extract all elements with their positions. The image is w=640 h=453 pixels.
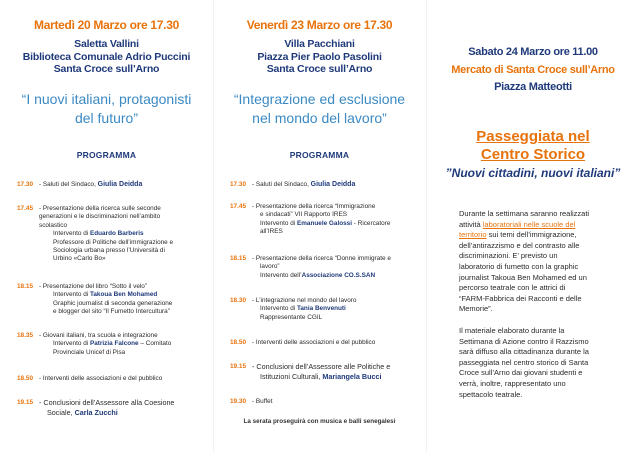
item-text: - Presentazione della ricerca sulle seconde xyxy=(39,205,161,212)
speaker-prefix: Intervento di xyxy=(260,219,296,227)
event-title-line: Passeggiata nel xyxy=(476,128,590,145)
speaker-name: Tania Benvenuti xyxy=(296,305,346,313)
speaker-role: Provinciale Unicef di Pisa xyxy=(53,348,126,356)
paragraph-line: Memorie”. xyxy=(459,304,493,314)
item-text: lavoro” xyxy=(260,263,280,271)
item-text: - Interventi delle associazioni e del pubblico xyxy=(39,375,163,382)
paragraph-line: verrà, inoltre, rappresentato uno xyxy=(459,378,566,388)
event-date: Martedì 20 Marzo ore 17.30 xyxy=(34,18,179,32)
event-venue-square: Piazza Matteotti xyxy=(494,81,572,93)
item-text: Sociale, xyxy=(47,408,73,417)
program-time: 18.50 xyxy=(17,375,33,382)
event-venue: Mercato di Santa Croce sull’Arno xyxy=(451,64,615,76)
event-venue xyxy=(213,38,426,76)
item-text: - Presentazione della ricerca “Immigrazione xyxy=(252,203,376,210)
speaker-suffix: - Ricercatore xyxy=(353,219,391,227)
program-time: 18.30 xyxy=(230,297,246,304)
item-text: - Buffet xyxy=(252,398,273,405)
speaker-name: Giulia Deidda xyxy=(97,181,143,188)
workshops-paragraph xyxy=(459,209,625,315)
program-title: PROGRAMMA xyxy=(76,150,137,160)
paragraph-line: laboratorio di fumetto con la graphic xyxy=(459,261,579,271)
event-theme-quote xyxy=(0,90,213,128)
speaker-prefix: Intervento di xyxy=(53,340,89,348)
speaker-name: Patrizia Falcone xyxy=(89,340,139,348)
item-text: - Presentazione della ricerca “Donne immigrate e xyxy=(252,255,391,262)
line-text: attività xyxy=(459,219,483,229)
item-text: scolastico xyxy=(39,221,68,229)
closing-note: La serata proseguirà con musica e balli senegalesi xyxy=(243,418,396,425)
paragraph-line xyxy=(459,230,625,241)
paragraph-line: Durante la settimana saranno realizzati xyxy=(459,209,590,218)
speaker-role: Graphic journalist di seconda generazione xyxy=(53,299,173,307)
program-time: 18.35 xyxy=(17,332,33,339)
program-time: 19.15 xyxy=(17,399,33,406)
speaker-name: Associazione CO.S.SAN xyxy=(301,271,376,279)
event-venue xyxy=(0,38,213,76)
item-text: - Presentazione del libro “Sotto il velo” xyxy=(39,283,147,290)
paragraph-line xyxy=(459,220,625,231)
speaker-role: Rappresentante CGIL xyxy=(260,313,323,321)
speaker-role: all’IRES xyxy=(260,228,283,236)
event-subtitle: ”Nuovi cittadini, nuovi italiani” xyxy=(445,166,621,180)
venue-line: Saletta Vallini xyxy=(74,38,139,50)
program-time: 18.15 xyxy=(17,283,33,290)
paragraph-line: discriminazioni. E’ previsto un xyxy=(459,251,558,261)
paragraph-line: spettacolo teatrale. xyxy=(459,389,523,399)
speaker-role: Urbino «Carlo Bo» xyxy=(53,255,106,263)
venue-line: Villa Pacchiani xyxy=(284,38,355,50)
program-time: 17.30 xyxy=(230,181,246,188)
event-date: Sabato 24 Marzo ore 11.00 xyxy=(468,46,598,58)
quote-line: “I nuovi italiani, protagonisti xyxy=(21,91,192,107)
program-time: 18.15 xyxy=(230,255,246,262)
program-time: 19.15 xyxy=(230,363,246,370)
material-paragraph xyxy=(459,326,625,400)
speaker-role: Professore di Politiche dell’immigrazione e xyxy=(53,238,174,246)
quote-line: “Integrazione ed esclusione xyxy=(233,91,406,107)
paragraph-line: Settimana di Azione contro il Razzismo xyxy=(459,336,589,346)
event-title-line: Centro Storico xyxy=(480,146,586,163)
event-title xyxy=(426,128,640,164)
speaker-role: Sociologia urbana presso l’Università di xyxy=(53,247,165,255)
program-time: 17.45 xyxy=(17,205,33,212)
highlight-text: laboratoriali nelle scuole del xyxy=(482,219,576,229)
paragraph-line: percorso teatrale con le attrici di xyxy=(459,283,566,293)
program-time: 19.30 xyxy=(230,398,246,405)
paragraph-line: Croce sull’Arno dai giovani studenti e xyxy=(459,368,583,378)
venue-line: Santa Croce sull’Arno xyxy=(53,63,160,75)
speaker-name: Carla Zucchi xyxy=(74,408,118,417)
paragraph-line: sarà diffuso alla cittadinanza durante la xyxy=(459,347,589,357)
item-text: - Saluti del Sindaco, xyxy=(39,181,96,188)
speaker-name: Takoua Ben Mohamed xyxy=(89,291,158,299)
speaker-suffix: – Comitato xyxy=(140,340,172,348)
speaker-role: e blogger del sito “Il Fumetto Intercultura” xyxy=(53,308,170,316)
program-title: PROGRAMMA xyxy=(289,150,350,160)
quote-line: nel mondo del lavoro” xyxy=(252,110,387,126)
item-text: - Saluti del Sindaco, xyxy=(252,181,309,188)
item-text: - Giovani italiani, tra scuola e integrazione xyxy=(39,332,158,339)
quote-line: del futuro” xyxy=(74,110,139,126)
speaker-prefix: Intervento di xyxy=(53,230,89,238)
venue-line: Piazza Pier Paolo Pasolini xyxy=(257,50,382,63)
paragraph-line: dell’antirazzismo e del contrasto alle xyxy=(459,240,580,250)
program-time: 18.50 xyxy=(230,339,246,346)
item-text: generazioni e le discriminazioni nell’ambito xyxy=(39,213,161,221)
program-time: 17.30 xyxy=(17,181,33,188)
speaker-prefix: Intervento dell’ xyxy=(260,271,302,279)
speaker-name: Eduardo Barberis xyxy=(89,230,144,238)
speaker-name: Giulia Deidda xyxy=(310,181,356,188)
program-time: 17.45 xyxy=(230,203,246,210)
highlight-text: territorio xyxy=(459,230,487,240)
speaker-name: Mariangela Bucci xyxy=(322,372,382,381)
item-text: - Interventi delle associazioni e del pubblico xyxy=(252,339,376,346)
item-text: e sindacati” VII Rapporto IRES xyxy=(260,211,348,219)
speaker-name: Emanuele Galossi xyxy=(296,219,353,227)
line-text: sui temi dell’immigrazione, xyxy=(486,230,577,240)
event-date: Venerdì 23 Marzo ore 17.30 xyxy=(246,18,393,32)
paragraph-line: passeggiata nel centro storico di Santa xyxy=(459,357,589,367)
paragraph-line: “FARM-Fabbrica dei Racconti e delle xyxy=(459,293,582,303)
item-text: - L’integrazione nel mondo del lavoro xyxy=(252,297,357,304)
venue-line: Santa Croce sull’Arno xyxy=(266,63,373,75)
item-text: - Conclusioni dell’Assessore alle Politiche e xyxy=(252,362,391,371)
paragraph-line: journalist Takoua Ben Mohamed ed un xyxy=(459,272,587,282)
paragraph-line: Il materiale elaborato durante la xyxy=(459,326,565,335)
speaker-prefix: Intervento di xyxy=(53,291,89,299)
item-text: - Conclusioni dell’Assessore alla Coesione xyxy=(39,398,175,407)
event-theme-quote xyxy=(213,90,426,128)
speaker-prefix: Intervento di xyxy=(260,305,296,313)
venue-line: Biblioteca Comunale Adrio Puccini xyxy=(22,50,191,63)
item-text: Istituzioni Culturali, xyxy=(260,372,321,381)
